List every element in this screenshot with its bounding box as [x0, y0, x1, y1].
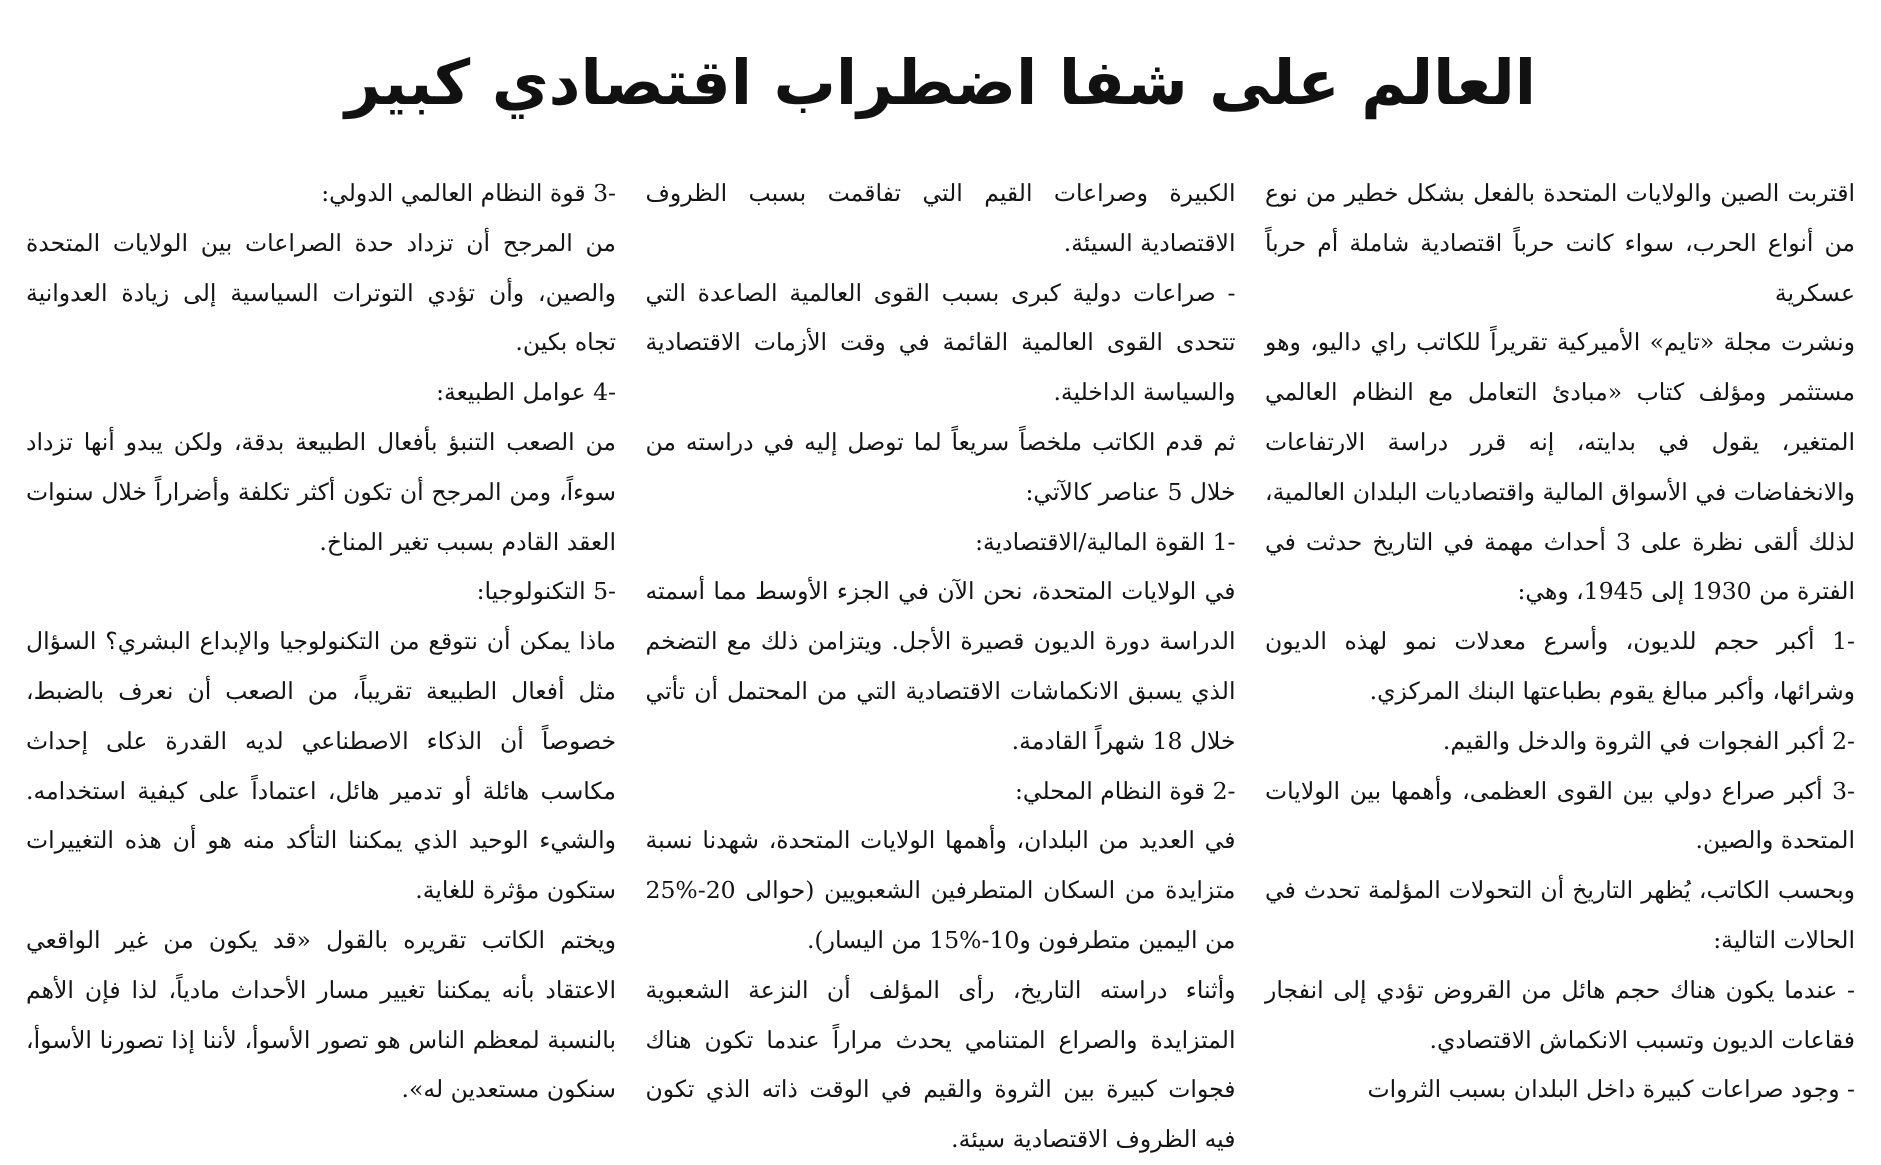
list-item: - عندما يكون هناك حجم هائل من القروض تؤدي إلى انفجار فقاعات الديون وتسبب الانكماش الاقتصادي.: [1265, 975, 1855, 1054]
article-column-right: [1265, 169, 1855, 1109]
paragraph: ونشرت مجلة «تايم» الأميركية تقريراً للكاتب راي داليو، وهو مستثمر ومؤلف كتاب «مبادئ التعامل مع النظام العالمي المتغير، يقول في بدايته، إنه قرر دراسة الارتفاعات والانخفاضات في الأسواق المالية واقتصاديات البلدان العالمية، لذلك ألقى نظرة على 3 أحداث مهمة في التاريخ حدثت في الفترة من 1930 إلى 1945، وهي:: [1265, 328, 1855, 606]
section-heading: -4 عوامل الطبيعة:: [436, 378, 616, 407]
paragraph: من الصعب التنبؤ بأفعال الطبيعة بدقة، ولكن يبدو أنها تزداد سوءاً، ومن المرجح أن تكون أكثر تكلفة وأضراراً خلال سنوات العقد القادم بسبب تغير المناخ.: [26, 427, 616, 556]
paragraph: من المرجح أن تزداد حدة الصراعات بين الولايات المتحدة والصين، وأن تؤدي التوترات السياسية إلى زيادة العدوانية تجاه بكين.: [26, 228, 616, 357]
paragraph: ويختم الكاتب تقريره بالقول «قد يكون من غير الواقعي الاعتقاد بأنه يمكننا تغيير مسار الأحداث مادياً، لذا فإن الأهم بالنسبة لمعظم الناس هو تصور الأسوأ، لأننا إذا تصورنا الأسوأ، سنكون مستعدين له».: [26, 925, 616, 1104]
paragraph: وأثناء دراسته التاريخ، رأى المؤلف أن النزعة الشعبوية المتزايدة والصراع المتنامي يحدث مراراً عندما تكون هناك فجوات كبيرة بين الثروة والقيم في الوقت ذاته الذي تكون فيه الظروف الاقتصادية سيئة.: [645, 975, 1236, 1154]
paragraph: في العديد من البلدان، وأهمها الولايات المتحدة، شهدنا نسبة متزايدة من السكان المتطرفين الشعبويين (حوالى 20-%25 من اليمين متطرفون و10-%15 من اليسار).: [645, 826, 1236, 954]
list-item: -1 أكبر حجم للديون، وأسرع معدلات نمو لهذه الديون وشرائها، وأكبر مبالغ يقوم بطباعتها البنك المركزي.: [1265, 627, 1855, 705]
paragraph: ثم قدم الكاتب ملخصاً سريعاً لما توصل إليه في دراسته من خلال 5 عناصر كالآتي:: [645, 427, 1236, 506]
paragraph: ماذا يمكن أن نتوقع من التكنولوجيا والإبداع البشري؟ السؤال مثل أفعال الطبيعة تقريباً، من الصعب أن نعرف بالضبط، خصوصاً أن الذكاء الاصطناعي لديه القدرة على إحداث مكاسب هائلة أو تدمير هائل، اعتماداً على كيفية استخدامه. والشيء الوحيد الذي يمكننا التأكد منه هو أن هذه التغييرات ستكون مؤثرة للغاية.: [26, 627, 616, 905]
paragraph: في الولايات المتحدة، نحن الآن في الجزء الأوسط مما أسمته الدراسة دورة الديون قصيرة الأجل. ويتزامن ذلك مع التضخم الذي يسبق الانكماشات الاقتصادية التي من المحتمل أن تأتي خلال 18 شهراً القادمة.: [645, 577, 1236, 755]
article-columns: [26, 169, 1855, 1154]
paragraph: وبحسب الكاتب، يُظهر التاريخ أن التحولات المؤلمة تحدث في الحالات التالية:: [1265, 876, 1855, 954]
section-heading: -1 القوة المالية/الاقتصادية:: [975, 527, 1236, 556]
article-column-left: [26, 169, 616, 1109]
list-item: - وجود صراعات كبيرة داخل البلدان بسبب الثروات: [1367, 1075, 1855, 1104]
section-heading: -5 التكنولوجيا:: [476, 577, 616, 606]
article-column-middle: [645, 169, 1236, 1154]
list-item: -2 أكبر الفجوات في الثروة والدخل والقيم.: [1442, 726, 1855, 755]
list-item: - صراعات دولية كبرى بسبب القوى العالمية الصاعدة التي تتحدى القوى العالمية القائمة في وقت الأزمات الاقتصادية والسياسة الداخلية.: [645, 278, 1236, 407]
paragraph: اقتربت الصين والولايات المتحدة بالفعل بشكل خطير من نوع من أنواع الحرب، سواء كانت حرباً اقتصادية شاملة أم حرباً عسكرية: [1265, 179, 1855, 307]
article-headline: العالم على شفا اضطراب اقتصادي كبير: [345, 46, 1536, 119]
section-heading: -2 قوة النظام المحلي:: [1015, 776, 1236, 805]
paragraph: الكبيرة وصراعات القيم التي تفاقمت بسبب الظروف الاقتصادية السيئة.: [645, 179, 1236, 257]
list-item: -3 أكبر صراع دولي بين القوى العظمى، وأهمها بين الولايات المتحدة والصين.: [1265, 776, 1855, 855]
section-heading: -3 قوة النظام العالمي الدولي:: [321, 179, 616, 207]
